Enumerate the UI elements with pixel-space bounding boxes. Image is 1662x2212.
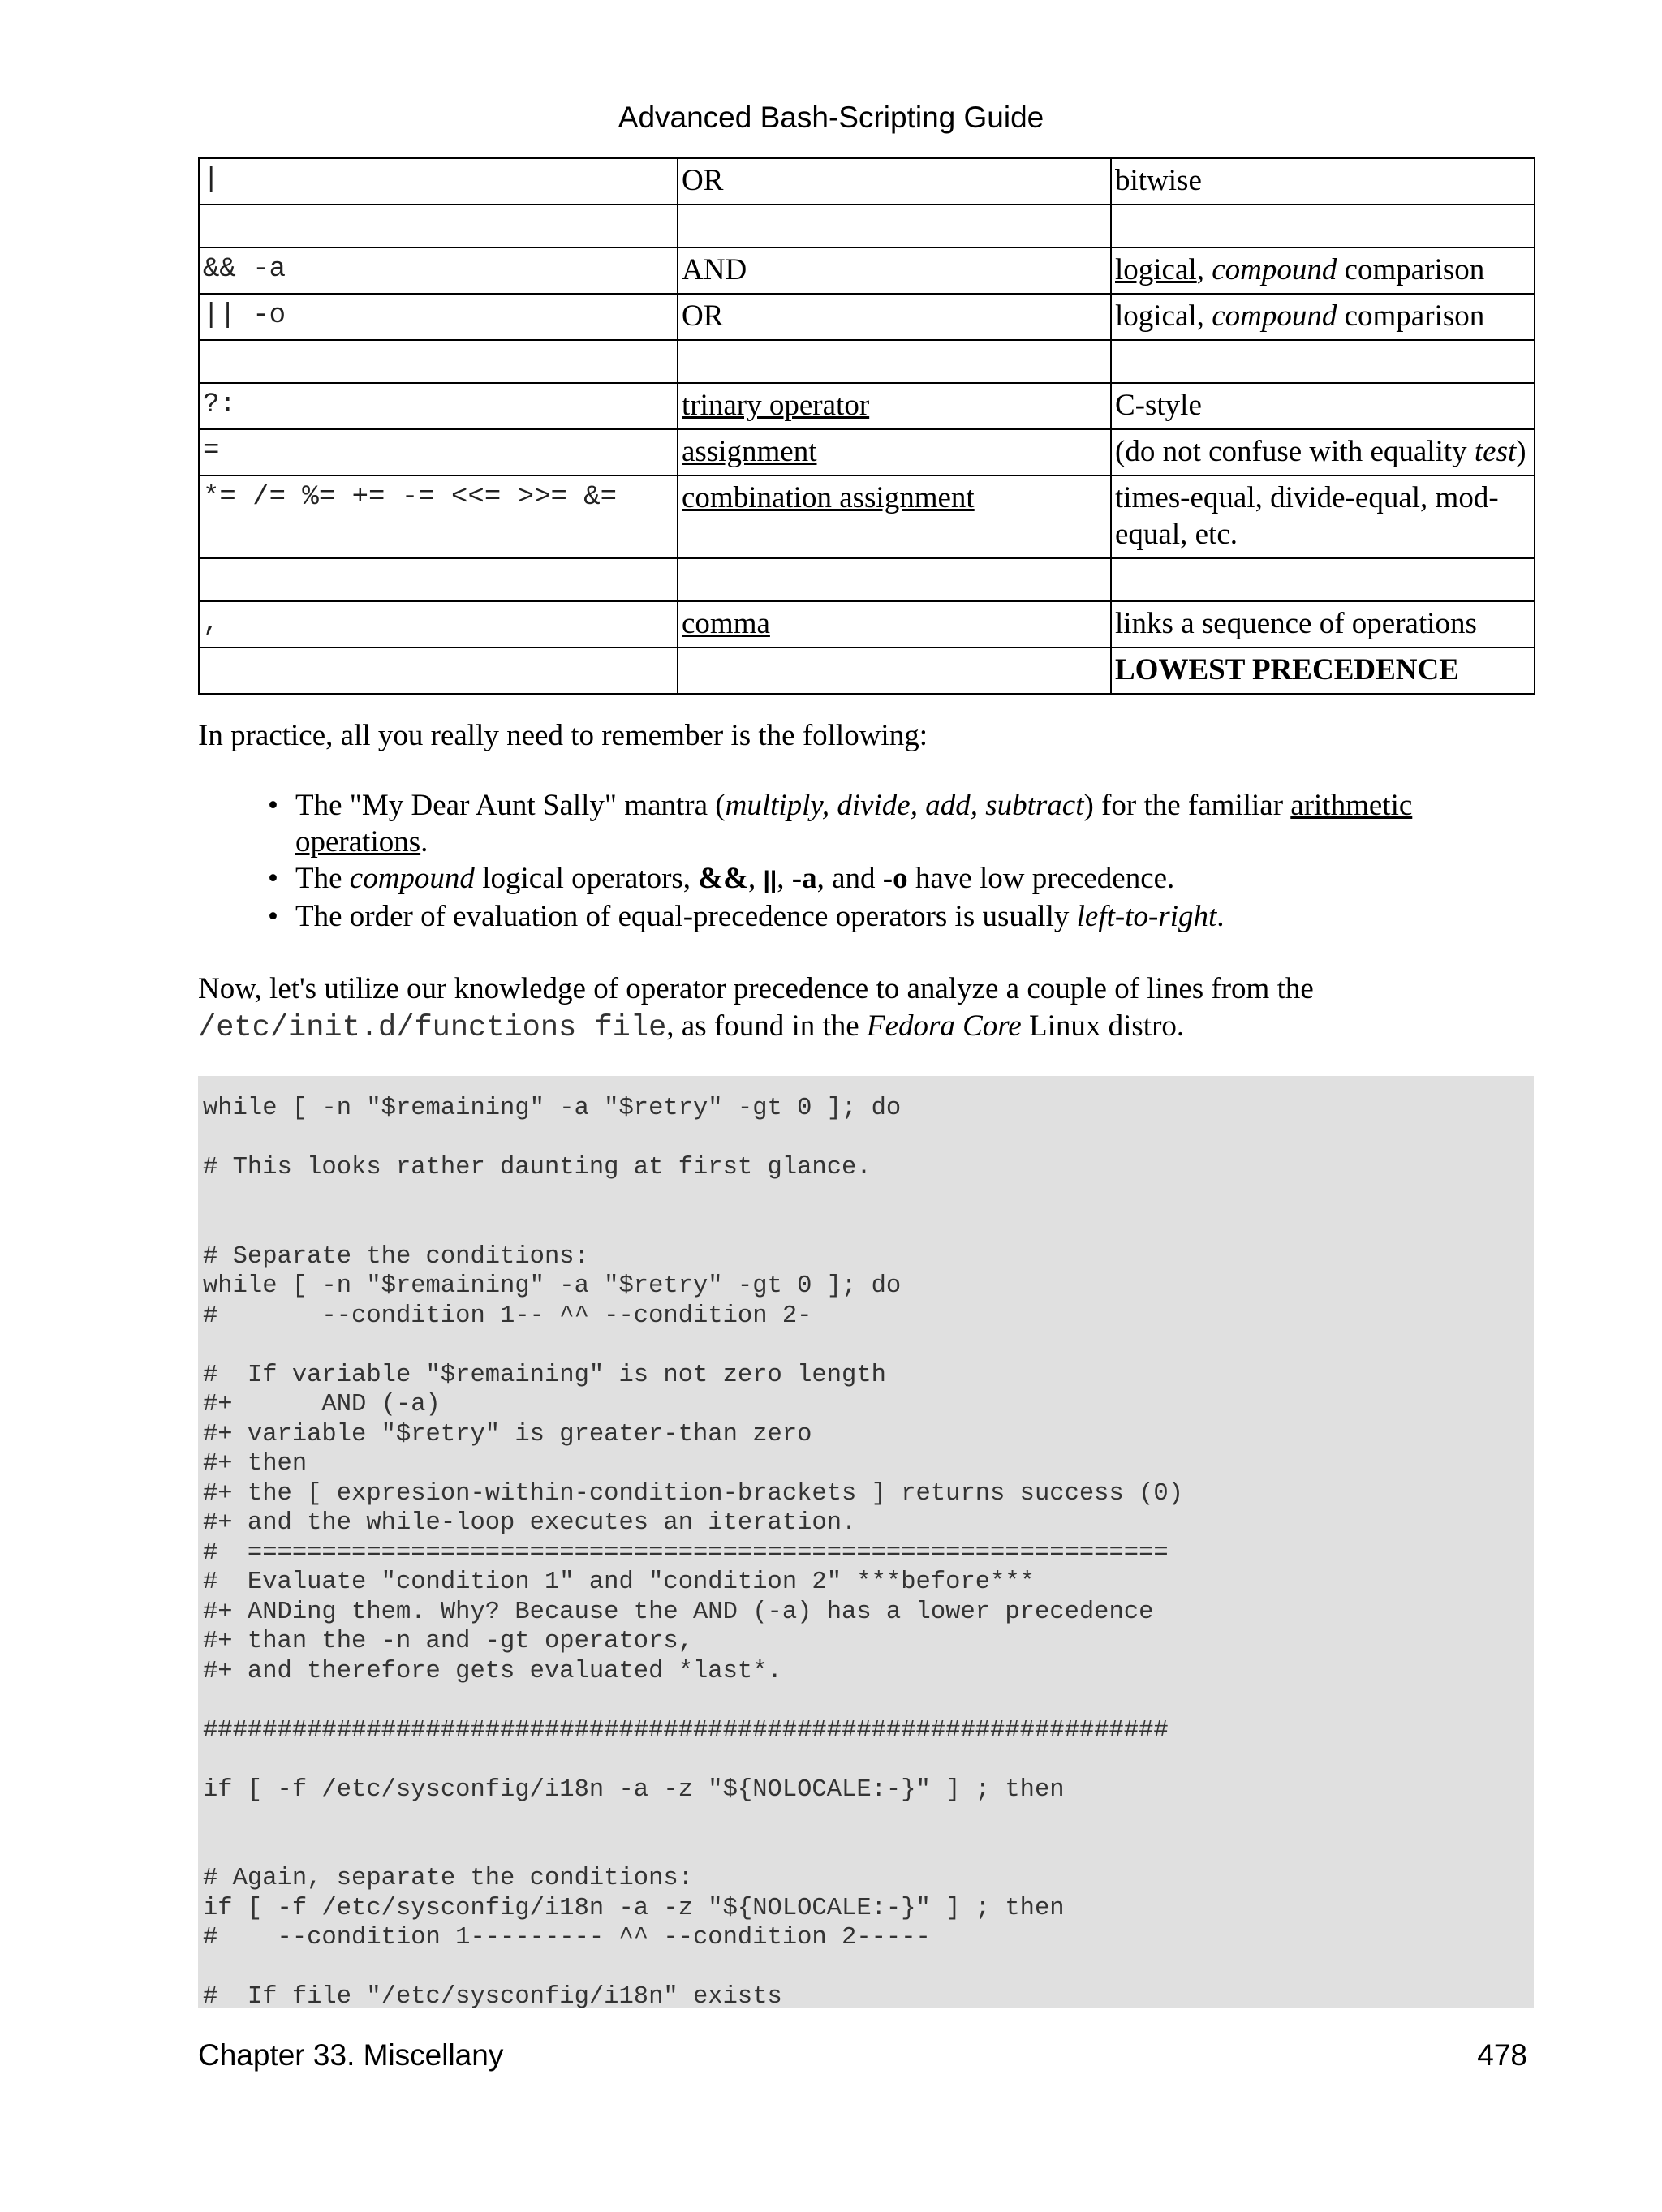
operator-a: -a <box>791 862 817 895</box>
name-cell: AND <box>678 247 1111 294</box>
text: , as found in the <box>666 1009 867 1043</box>
code-text: while [ -n "$remaining" -a "$retry" -gt 0 ]; do # This looks rather daunting at first glance. # Separate the conditions: while [ -n "$remaining" -a "$retry" -gt 0 ]; do # --condition 1-- ^^ --condition 2- # If variable "$remaining" is not zero length #+ AND (-a) #+ variable "$retry" is greater-than zero #+ then #+ the [ expresion-within-condition-brackets ] returns success (0) #+ and the while-loop executes an iteration. # ============================================================== # Evaluate "condition 1" and "condition 2" ***before*** #+ ANDing them. Why? Because the AND (-a) has a lower precedence #+ than the -n and -gt operators, #+ and therefore gets evaluated *last*. ################################################################# if [ -f /etc/sysconfig/i18n -a -z "${NOLOCALE:-}" ] ; then # Again, separate the conditions: if [ -f /etc/sysconfig/i18n -a -z "${NOLOCALE:-}" ] ; then # --condition 1--------- ^^ --condition 2----- # If file "/etc/sysconfig/i18n" exists <box>203 1095 1183 2011</box>
operator-o: -o <box>882 862 908 895</box>
text: . <box>420 825 428 859</box>
table-row <box>199 383 1535 429</box>
inline-code: /etc/init.d/functions file <box>198 1011 667 1045</box>
text: Linux distro. <box>1021 1009 1185 1043</box>
text-em: Fedora Core <box>866 1009 1022 1043</box>
desc-cell <box>1111 429 1535 476</box>
desc-rest: comparison <box>1337 253 1485 286</box>
assignment-link[interactable]: assignment <box>682 435 817 468</box>
operator-cell <box>199 648 678 694</box>
desc-cell: bitwise <box>1111 158 1535 204</box>
desc-rest: comparison <box>1337 299 1485 333</box>
desc-cell: C-style <box>1111 383 1535 429</box>
lowest-precedence-label: LOWEST PRECEDENCE <box>1115 653 1459 686</box>
desc-cell <box>1111 648 1535 694</box>
text: logical operators, <box>474 862 699 895</box>
table-row <box>199 247 1535 294</box>
bullet-list <box>268 787 1469 935</box>
operator-cell: , <box>199 601 678 648</box>
operator-cell: | <box>199 158 678 204</box>
list-item <box>268 787 1469 860</box>
text: The order of evaluation of equal-precedence operators is usually <box>295 900 1077 933</box>
table-row <box>199 204 1535 247</box>
desc-em: compound <box>1212 253 1337 286</box>
name-cell <box>678 558 1111 601</box>
desc-em: test <box>1474 435 1517 468</box>
page-header: Advanced Bash-Scripting Guide <box>618 101 1044 134</box>
table-row <box>199 558 1535 601</box>
text-em: compound <box>349 862 475 895</box>
list-item <box>268 860 1469 898</box>
name-cell <box>678 648 1111 694</box>
intro-text: In practice, all you really need to remember is the following: <box>198 719 928 752</box>
text: Now, let's utilize our knowledge of operator precedence to analyze a couple of lines from the <box>198 972 1314 1005</box>
text-em: multiply, divide, add, subtract <box>725 789 1084 822</box>
desc-cell <box>1111 294 1535 340</box>
desc-em: compound <box>1212 299 1337 333</box>
code-block <box>198 1076 1534 2011</box>
operator-cell: ?: <box>199 383 678 429</box>
comma-link[interactable]: comma <box>682 607 770 640</box>
combination-assignment-link[interactable]: combination assignment <box>682 481 975 514</box>
footer-page-number: 478 <box>1477 2038 1527 2072</box>
desc-cell <box>1111 204 1535 247</box>
desc-plain: logical, <box>1115 299 1212 333</box>
trinary-operator-link[interactable]: trinary operator <box>682 389 870 422</box>
logical-link[interactable]: logical <box>1115 253 1197 286</box>
operator-cell <box>199 204 678 247</box>
text: , <box>777 862 792 895</box>
desc-cell: times-equal, divide-equal, mod-equal, etc. <box>1111 476 1535 558</box>
table-row <box>199 476 1535 558</box>
table-row <box>199 648 1535 694</box>
name-cell <box>678 204 1111 247</box>
desc-cell <box>1111 247 1535 294</box>
text: have low precedence. <box>907 862 1175 895</box>
table-row <box>199 601 1535 648</box>
text: The "My Dear Aunt Sally" mantra ( <box>295 789 726 822</box>
name-cell: OR <box>678 158 1111 204</box>
paragraph <box>198 970 1534 1047</box>
name-cell: OR <box>678 294 1111 340</box>
operator-cell: && -a <box>199 247 678 294</box>
operator-cell: || -o <box>199 294 678 340</box>
operator-or: || <box>763 867 777 893</box>
name-cell <box>678 340 1111 383</box>
desc-cell <box>1111 558 1535 601</box>
desc-plain: (do not confuse with equality <box>1115 435 1475 468</box>
operator-cell: = <box>199 429 678 476</box>
operator-cell <box>199 558 678 601</box>
name-cell <box>678 383 1111 429</box>
list-item <box>268 898 1469 935</box>
name-cell <box>678 429 1111 476</box>
table-row <box>199 294 1535 340</box>
name-cell <box>678 601 1111 648</box>
operator-and: && <box>698 862 748 895</box>
name-cell <box>678 476 1111 558</box>
table-row <box>199 158 1535 204</box>
footer-chapter: Chapter 33. Miscellany <box>198 2038 504 2072</box>
operator-cell: *= /= %= += -= <<= >>= &= <box>199 476 678 558</box>
text: ) for the familiar <box>1083 789 1291 822</box>
desc-rest: ) <box>1516 435 1526 468</box>
table-row <box>199 340 1535 383</box>
desc-cell <box>1111 340 1535 383</box>
arithmetic-operations-link[interactable]: arithmetic operations <box>295 789 1413 859</box>
text: The <box>295 862 350 895</box>
precedence-table <box>198 157 1535 695</box>
text: , <box>747 862 764 895</box>
table-row <box>199 429 1535 476</box>
text: , and <box>816 862 883 895</box>
text-em: left-to-right <box>1076 900 1217 933</box>
desc-cell: links a sequence of operations <box>1111 601 1535 648</box>
text: . <box>1216 900 1225 933</box>
operator-cell <box>199 340 678 383</box>
desc-sep: , <box>1196 253 1212 286</box>
